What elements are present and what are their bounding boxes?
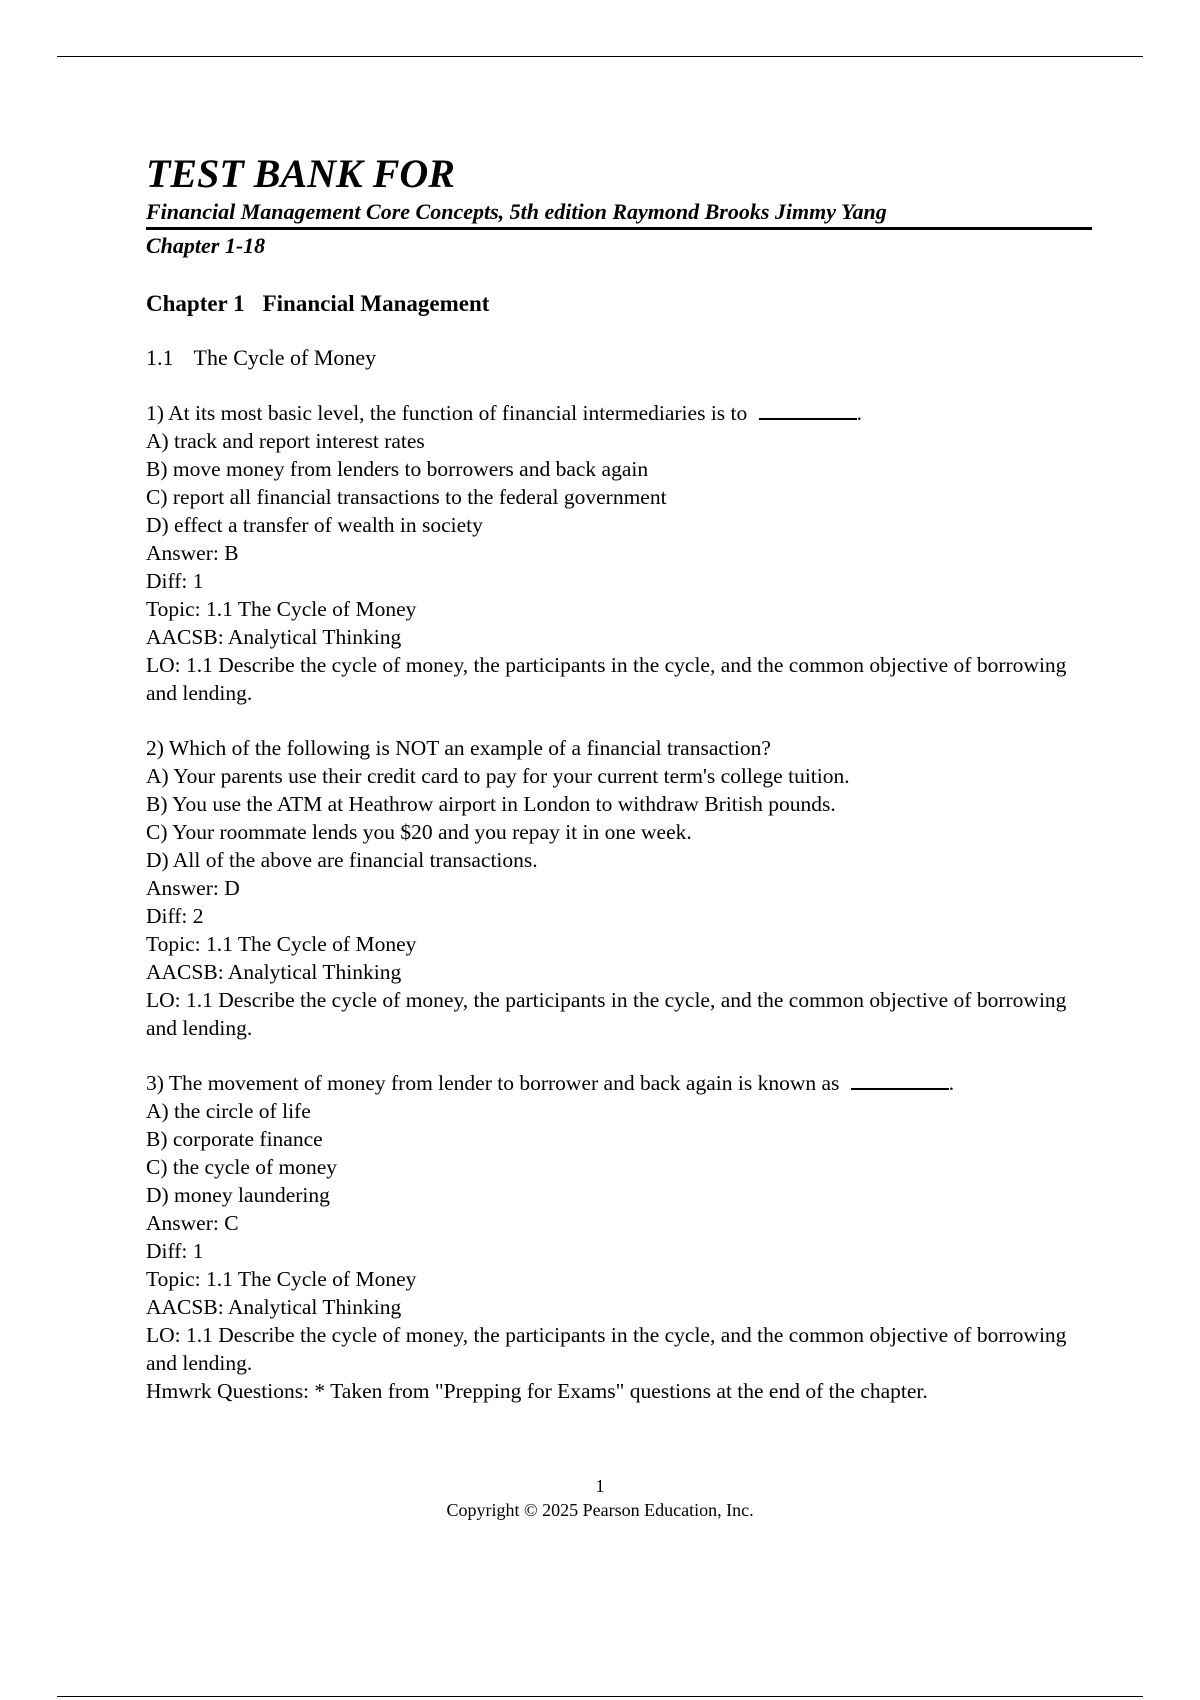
document-subtitle: Financial Management Core Concepts, 5th edition Raymond Brooks Jimmy Yang bbox=[146, 198, 1092, 230]
chapter-name: Financial Management bbox=[262, 291, 490, 316]
question-stem-end: . bbox=[856, 401, 863, 425]
aacsb: AACSB: Analytical Thinking bbox=[146, 625, 402, 649]
topic: Topic: 1.1 The Cycle of Money bbox=[146, 597, 417, 621]
answer: Answer: D bbox=[146, 876, 240, 900]
difficulty: Diff: 1 bbox=[146, 569, 204, 593]
option-a: A) Your parents use their credit card to pay for your current term's college tuition. bbox=[146, 764, 850, 788]
option-b: B) corporate finance bbox=[146, 1127, 323, 1151]
section-name: The Cycle of Money bbox=[193, 345, 377, 370]
homework-note: Hmwrk Questions: * Taken from "Prepping for Exams" questions at the end of the chapter. bbox=[146, 1379, 928, 1403]
answer-blank bbox=[759, 400, 857, 420]
topic: Topic: 1.1 The Cycle of Money bbox=[146, 932, 417, 956]
question-stem bbox=[146, 1069, 1092, 1097]
aacsb: AACSB: Analytical Thinking bbox=[146, 960, 402, 984]
option-b: B) You use the ATM at Heathrow airport in London to withdraw British pounds. bbox=[146, 792, 836, 816]
page-footer bbox=[0, 1474, 1200, 1522]
page-number: 1 bbox=[595, 1476, 605, 1496]
option-a: A) the circle of life bbox=[146, 1099, 311, 1123]
chapter-number: Chapter 1 bbox=[146, 291, 245, 316]
option-c: C) report all financial transactions to the federal government bbox=[146, 485, 667, 509]
option-c: C) Your roommate lends you $20 and you repay it in one week. bbox=[146, 820, 692, 844]
aacsb: AACSB: Analytical Thinking bbox=[146, 1295, 402, 1319]
section-number: 1.1 bbox=[146, 345, 174, 370]
section-heading bbox=[146, 344, 1092, 372]
difficulty: Diff: 1 bbox=[146, 1239, 204, 1263]
learning-objective: LO: 1.1 Describe the cycle of money, the participants in the cycle, and the common objective of borrowing and lending. bbox=[146, 653, 1067, 705]
answer: Answer: B bbox=[146, 541, 239, 565]
chapter-heading bbox=[146, 290, 1092, 318]
option-d: D) effect a transfer of wealth in society bbox=[146, 513, 483, 537]
topic: Topic: 1.1 The Cycle of Money bbox=[146, 1267, 417, 1291]
question-stem-text: 3) The movement of money from lender to borrower and back again is known as bbox=[146, 1071, 840, 1095]
learning-objective: LO: 1.1 Describe the cycle of money, the participants in the cycle, and the common objective of borrowing and lending. bbox=[146, 988, 1067, 1040]
question-2 bbox=[146, 734, 1092, 1042]
option-a: A) track and report interest rates bbox=[146, 429, 425, 453]
learning-objective: LO: 1.1 Describe the cycle of money, the participants in the cycle, and the common objective of borrowing and lending. bbox=[146, 1323, 1067, 1375]
option-b: B) move money from lenders to borrowers and back again bbox=[146, 457, 649, 481]
question-3 bbox=[146, 1069, 1092, 1405]
bottom-rule bbox=[57, 1696, 1143, 1697]
question-stem bbox=[146, 399, 1092, 427]
option-c: C) the cycle of money bbox=[146, 1155, 338, 1179]
answer-blank bbox=[851, 1070, 949, 1090]
question-1 bbox=[146, 399, 1092, 707]
document-page bbox=[146, 150, 1092, 1405]
top-rule bbox=[57, 56, 1143, 57]
difficulty: Diff: 2 bbox=[146, 904, 204, 928]
option-d: D) All of the above are financial transactions. bbox=[146, 848, 538, 872]
document-chapter-range: Chapter 1-18 bbox=[146, 233, 266, 258]
copyright-notice: Copyright © 2025 Pearson Education, Inc. bbox=[446, 1500, 754, 1520]
question-stem-text: 1) At its most basic level, the function of financial intermediaries is to bbox=[146, 401, 748, 425]
answer: Answer: C bbox=[146, 1211, 239, 1235]
question-stem-end: . bbox=[948, 1071, 955, 1095]
question-stem: 2) Which of the following is NOT an example of a financial transaction? bbox=[146, 736, 771, 760]
document-title: TEST BANK FOR bbox=[146, 151, 455, 196]
option-d: D) money laundering bbox=[146, 1183, 330, 1207]
